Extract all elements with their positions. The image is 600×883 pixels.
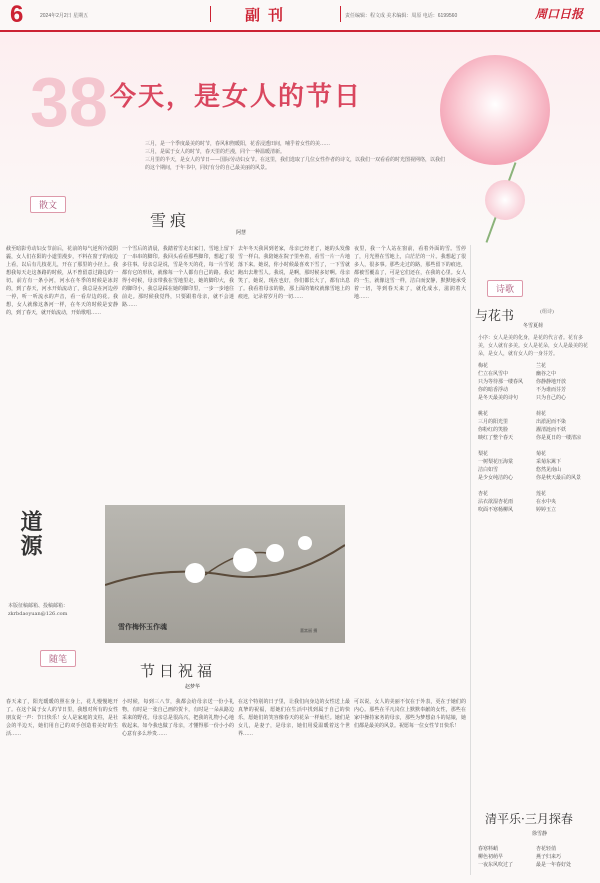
essay2-column: 小时候，每到三八节，我都会给母亲送一份小礼物，有时是一张自己画的贺卡，有时是一朵从路边采来的野花。母亲总是很高兴，把我的礼物小心地收起来。如今我也做了母亲，才懂得那一份小小的心意有多么珍贵…… xyxy=(122,699,234,737)
essay-column: 一个雪后的清晨，我踏着雪走出家门，雪地上留下了一串串的脚印。我回头看看那些脚印，想起了很多往事。母亲总是说，雪是冬天的花，每一片雪花都有它的形状，就像每一个人都有自己的路。我记得小时候，母亲带我在雪地里走，她的脚印大，我的脚印小，我总是踩在她的脚印里，一步一步地往前走。那时候我觉得，只要跟着母亲，就不会迷路…… xyxy=(122,246,234,308)
essay2-column: 在这个特别的日子里，让我们向身边的女性送上最真挚的祝福，愿她们在生活中找到属于自己的快乐，愿她们的笑容像春天的花朵一样灿烂。她们是女儿，是妻子，是母亲，她们用爱温暖着这个世界…… xyxy=(238,699,350,737)
poem2-author: 徐雪静 xyxy=(532,831,548,837)
editor-info: 责任编辑：程文成 美术编辑：周原 电话：6199560 xyxy=(345,13,458,19)
essay2-column: 春天来了，阳光暖暖的照在身上，花儿慢慢地开了。在这个属于女人的节日里，我想对所有的女性朋友说一声：节日快乐！女人是家庭的支柱，是社会的半边天，她们用自己的双手创造着美好的生活…… xyxy=(6,699,118,737)
flower-bud xyxy=(485,180,525,220)
essay-column: 去年冬天我回到老家，母亲已经老了，她的头发像雪一样白。我陪她在院子里坐着，看雪一片一片地落下来。她说，你小时候最喜欢下雪了，一下雪就跑出去堆雪人。我说，是啊，那时候多好啊。母亲笑了，她说，现在也好，你们都长大了，都有出息了。我看着母亲的脸，那上面的皱纹就像雪地上的痕迹，记录着岁月的一切…… xyxy=(238,246,350,300)
essay2-title: 节日祝福 xyxy=(140,662,217,680)
essay2-column: 可以说，女人的美丽不仅在于外表，更在于她们的内心。那些在平凡岗位上默默奉献的女性，那些在家中操持家务的母亲，那些为梦想奋斗的姑娘，她们都是最美的风景。祝愿每一位女性节日快乐！ xyxy=(354,699,466,729)
issue-date: 2024年2月2日 星期五 xyxy=(40,13,89,19)
poem-subtitle: (组诗) xyxy=(540,309,554,315)
divider xyxy=(210,6,211,22)
submission-info: 本版征稿邮箱、投稿邮箱：zkrbdaoyuan@126.com xyxy=(8,603,69,617)
section-title: 副刊 xyxy=(245,6,292,24)
poem-column: 梅花 伫立在风雪中 只为等待那一缕春风 你的暗香浮动 是冬天最美的诗句 桃花 三月的阳光里 你粉红的笑脸 映红了整个春天 梨花 一树梨花压海棠 洁白如雪 是少女纯洁的心 杏花 沾衣欲湿杏花雨 吹面不寒杨柳风 xyxy=(478,363,524,513)
divider xyxy=(340,6,341,22)
essay-title: 雪痕 xyxy=(150,211,191,230)
poem-title: 与花书 xyxy=(475,309,515,324)
poem-column: 兰花 幽谷之中 你静静地开放 不为谁而芬芳 只为自己的心 荷花 出淤泥而不染 濯清涟而不妖 你是夏日的一缕清凉 菊花 采菊东篱下 悠然见南山 你是秋天最后的风景 莲花 在水中央 婷婷玉立 xyxy=(536,363,582,513)
column-brand: 道源 xyxy=(17,510,43,558)
essay-column: 截至暗影劳动妇女节前后，花前的每气逆所冷漠阴霾，女人们在阳的小道里漫步，不料在窗子的南边上看，以后有几枝花儿，开在了那里的小径上。我想我每天走这条路的时候，从不曾留意过路边的一切。前方有一条小河，河水在冬季的时候是冰封的，到了春天，河水开始流动了，我总是在河边停一停，听一听流水的声音，看一看岸边的花。我想，女人就像这条河一样，在冬天的时候是安静的，到了春天，就开始流动，开始歌唱…… xyxy=(6,246,118,316)
poem-tag: 诗歌 xyxy=(487,280,523,297)
essay-column: 夜里，我一个人站在窗前，看着外面的雪。雪停了，月光照在雪地上，白茫茫的一片。我想起了很多人，很多事。那些走过的路，那些留下的痕迹，都被雪覆盖了，可是它们还在，在我的心里。女人的一生，就像这雪一样，洁白而安静，默默地承受着一切，等到春天来了，就化成水，滋润着大地…… xyxy=(354,246,466,300)
poem-author: 冬雪夏荷 xyxy=(523,323,544,329)
poem2-column: 杏花轻俏 燕子归来巧 最是一年春好处 xyxy=(536,846,572,868)
feature-intro: 三月，是一个季度最美的时节，春风和煦暖阳，花香浸透田间，哺乎着女性的美…… 三月，是属于女人的时节，春天里的烂漫，同个一种温暖清新。 三月里的半天，是女人的节日——国际劳动妇女节。在这里，我们选取了几位女性作者的诗文，以我们一双看看的时光图视网络，以我们的这个期间，于年书中，同好有分的自己最美丽的风景。 xyxy=(145,141,446,171)
column-divider xyxy=(470,245,471,875)
decorative-number: 38 xyxy=(30,63,108,141)
poem2-column: 春寒料峭 柳色初萌早 一夜东风吹过了 xyxy=(478,846,514,868)
essay2-tag: 随笔 xyxy=(40,650,76,667)
poem-intro: 小序：女人是美的化身，是花的代言者。花有多美，女人就有多美。女人是花朵，女人是最美的花朵，是女人，就有女人的一身芬芳。 xyxy=(478,335,589,357)
poem2-title: 清平乐·三月探春 xyxy=(485,812,573,826)
page-number: 6 xyxy=(10,1,24,28)
feature-title: 今天，是女人的节日 xyxy=(110,82,363,112)
essay-author: 阿慧 xyxy=(236,230,247,236)
flower-illustration xyxy=(440,55,550,165)
photo-caption: 雪作梅怀玉作魂 xyxy=(118,622,167,631)
page-header xyxy=(0,0,600,32)
essay-tag: 散文 xyxy=(30,196,66,213)
newspaper-logo: 周口日报 xyxy=(535,7,584,21)
essay2-author: 赵梦华 xyxy=(185,684,201,690)
photo-credit: 董富丽 摄 xyxy=(300,628,318,633)
